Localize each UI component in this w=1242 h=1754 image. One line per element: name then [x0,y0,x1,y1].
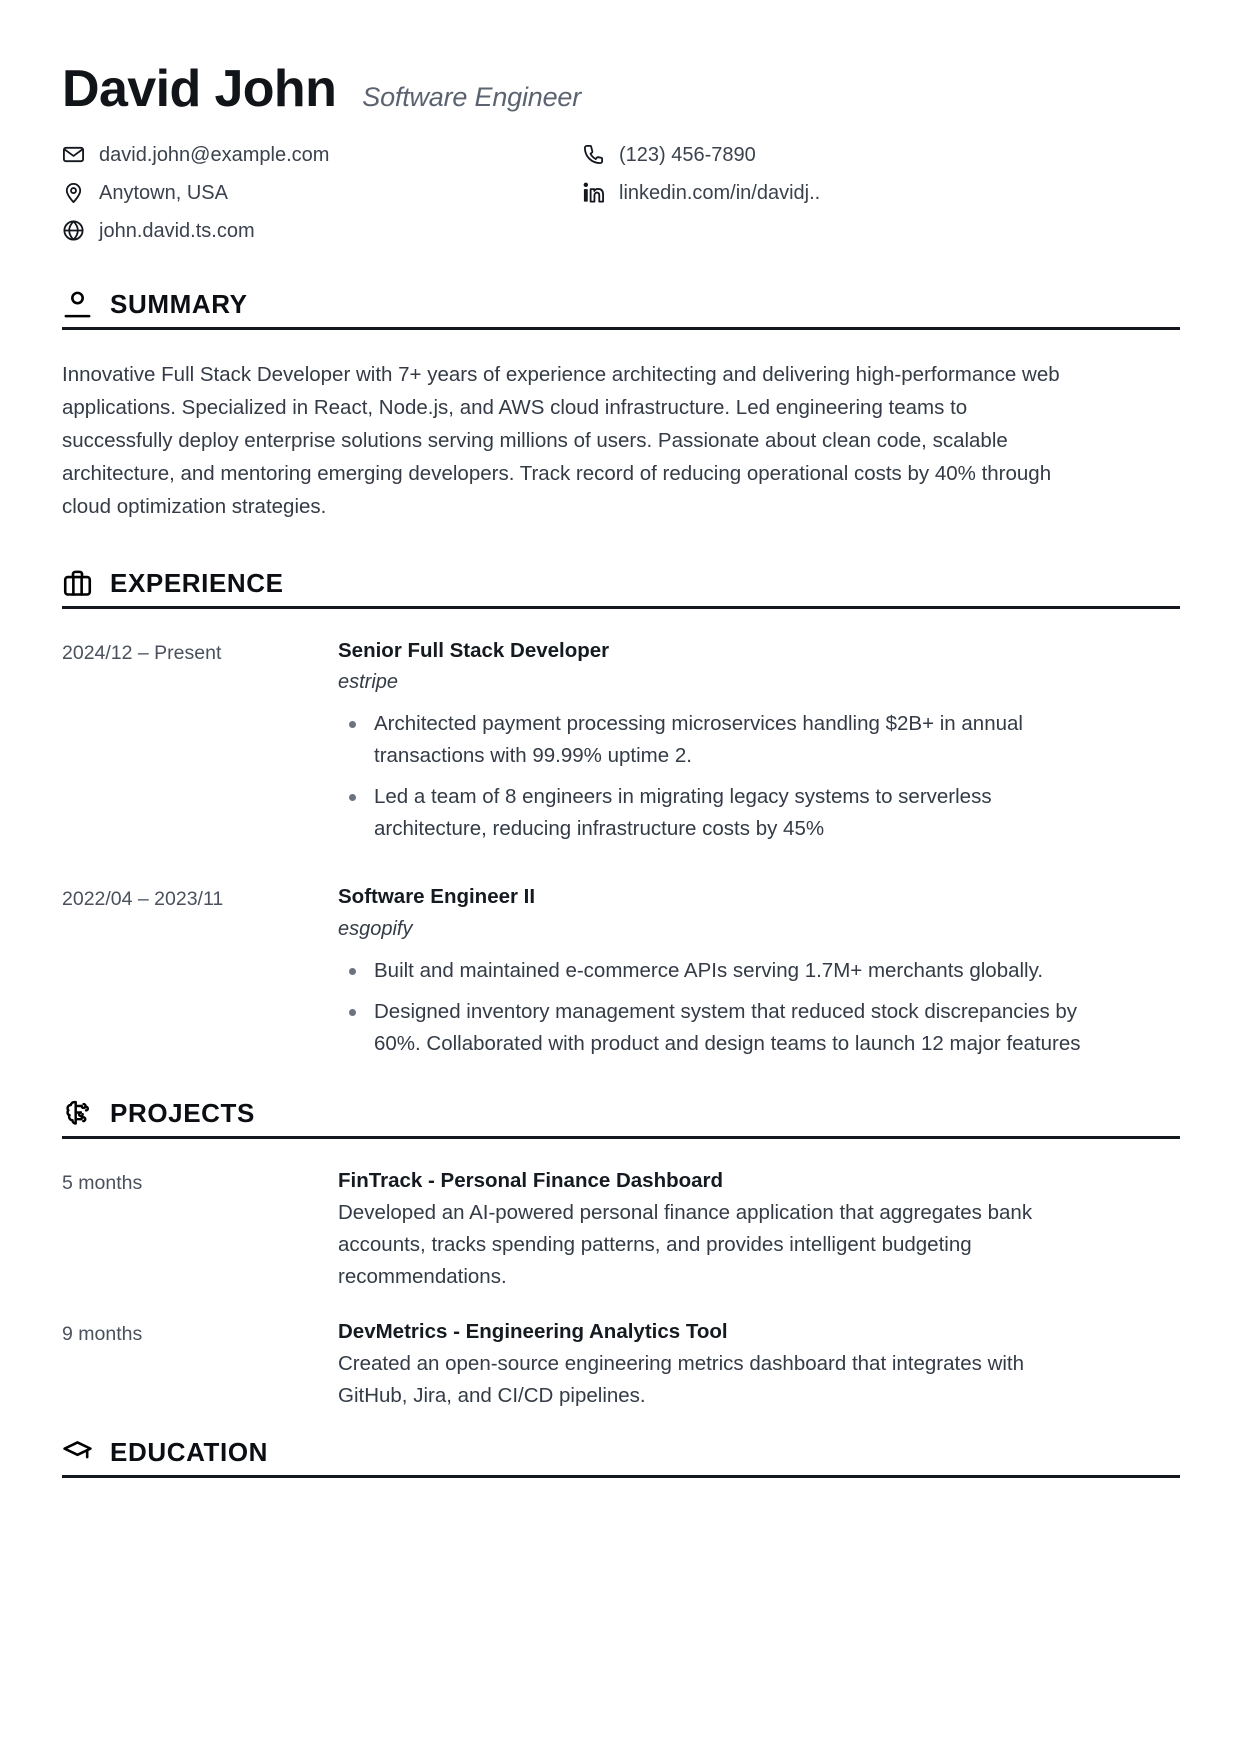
section-projects [62,1098,1180,1411]
section-summary [62,289,1180,524]
entry-body [338,883,1180,1068]
person-icon [62,289,93,320]
section-divider [62,1475,1180,1478]
entry-organization: esgopify [338,918,413,941]
job-title: Software Engineer [362,82,581,112]
entry-organization: estripe [338,671,399,694]
summary-heading-text: SUMMARY [110,288,248,319]
entry-bullet-list [338,708,1180,844]
contact-email-text: david.john@example.com [99,143,330,166]
education-heading-text: EDUCATION [110,1437,269,1468]
location-icon [62,181,85,204]
contact-phone[interactable] [582,143,1180,167]
graduation-cap-icon [62,1437,93,1468]
projects-heading-text: PROJECTS [110,1098,255,1129]
email-icon [62,143,85,166]
projects-heading [62,1098,1180,1129]
entry-period: 9 months [62,1323,143,1346]
entry-description: Developed an AI-powered personal finance application that aggregates bank accounts, tracks spending patterns, and provides intelligent budgeting recommendations. [338,1200,1033,1288]
contact-location[interactable] [62,181,582,205]
project-entry [62,1318,1180,1411]
contact-info [62,143,1180,243]
contact-email[interactable] [62,143,582,167]
contact-location-text: Anytown, USA [99,181,228,204]
entry-body [338,1318,1180,1411]
section-experience [62,568,1180,1069]
entry-period: 5 months [62,1172,143,1195]
section-divider [62,1136,1180,1139]
entry-bullet-list [338,955,1180,1059]
experience-entry [62,883,1180,1068]
section-divider [62,327,1180,330]
entry-role: Senior Full Stack Developer [338,638,610,662]
entry-body [338,1167,1180,1292]
section-divider [62,606,1180,609]
resume-header [62,62,1180,117]
globe-icon [62,219,85,242]
summary-heading [62,289,1180,320]
entry-role: DevMetrics - Engineering Analytics Tool [338,1320,728,1344]
list-item: Built and maintained e-commerce APIs serving 1.7M+ merchants globally. [338,955,1098,987]
contact-phone-text: (123) 456-7890 [619,143,756,166]
experience-entry [62,637,1180,854]
phone-icon [582,143,605,166]
contact-linkedin[interactable] [582,181,1180,205]
summary-text: Innovative Full Stack Developer with 7+ years of experience architecting and delivering high-performance web applications. Specialized in React, Node.js, and AWS cloud infrastructure. Led engineering teams to successfully deploy enterprise solutions serving millions of users. Passionate about clean code, scalable architecture, and mentoring emerging developers. Track record of reducing operational costs by 40% through cloud optimization strategies. [62,362,1060,519]
project-entry [62,1167,1180,1292]
experience-heading-text: EXPERIENCE [110,567,284,598]
education-heading [62,1437,1180,1468]
entry-period: 2024/12 – Present [62,641,222,664]
contact-linkedin-text: linkedin.com/in/davidj.. [619,181,821,204]
page-title: David John [62,60,337,118]
contact-website-text: john.david.ts.com [99,219,255,242]
linkedin-icon [582,181,605,204]
experience-heading [62,568,1180,599]
entry-body [338,637,1180,854]
entry-period: 2022/04 – 2023/11 [62,888,224,911]
briefcase-icon [62,568,93,599]
brain-icon [62,1098,93,1129]
entry-role: Software Engineer II [338,885,536,909]
entry-description: Created an open-source engineering metrics dashboard that integrates with GitHub, Jira, and CI/CD pipelines. [338,1351,1025,1407]
list-item: Designed inventory management system that reduced stock discrepancies by 60%. Collaborated with product and design teams to launch 12 major features [338,996,1098,1060]
entry-role: FinTrack - Personal Finance Dashboard [338,1169,724,1193]
contact-website[interactable] [62,219,582,243]
section-education [62,1437,1180,1478]
list-item: Architected payment processing microservices handling $2B+ in annual transactions with 99.99% uptime 2. [338,708,1098,772]
list-item: Led a team of 8 engineers in migrating legacy systems to serverless architecture, reducing infrastructure costs by 45% [338,781,1098,845]
